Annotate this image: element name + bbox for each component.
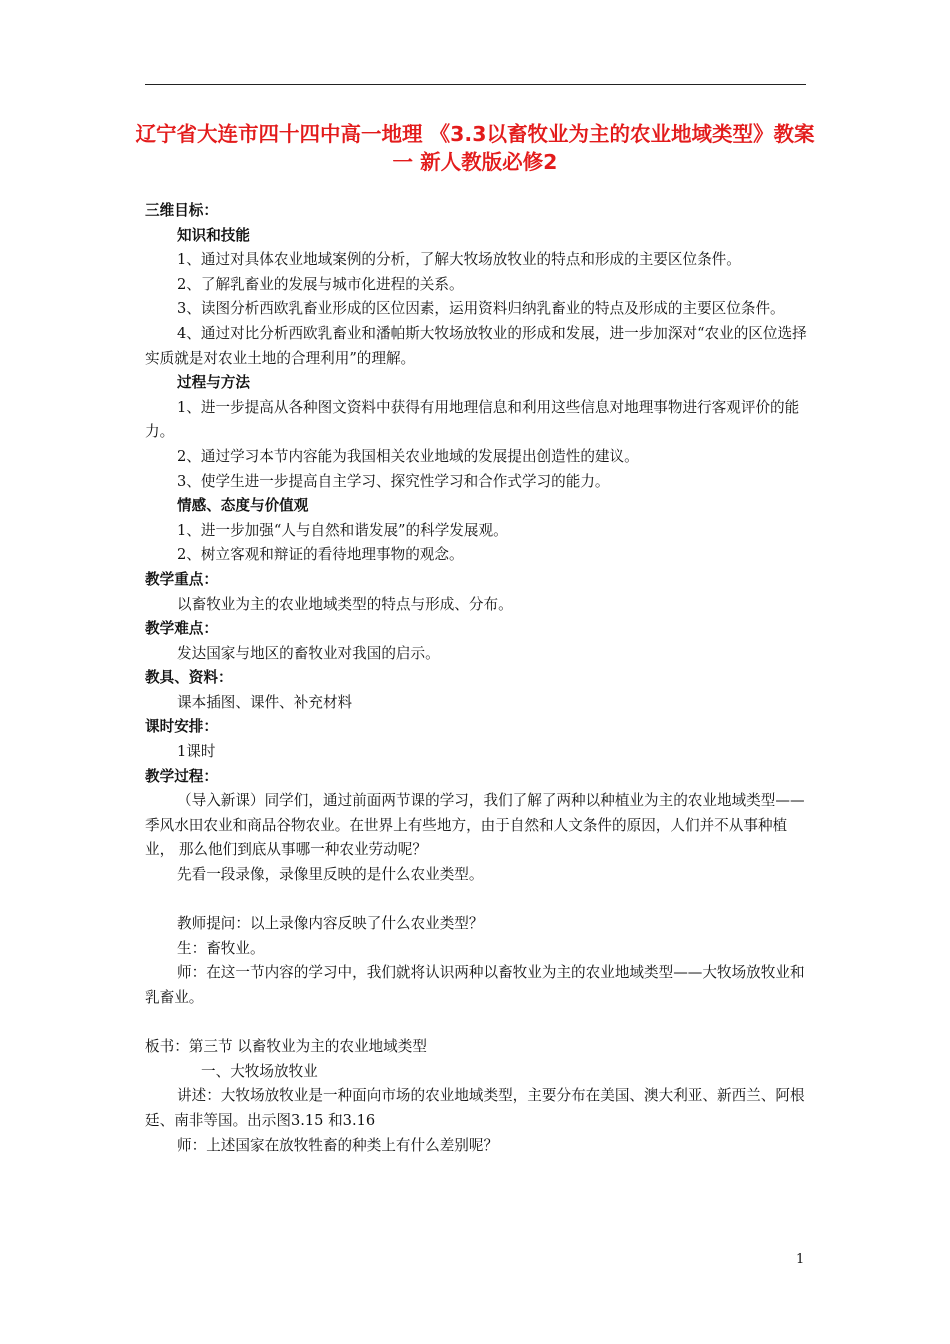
dialogue-line: 教师提问：以上录像内容反映了什么农业类型？ — [177, 915, 484, 933]
process-method-heading: 过程与方法 — [177, 374, 250, 392]
difficulty-text: 发达国家与地区的畜牧业对我国的启示。 — [177, 644, 440, 662]
lecture-paragraph: 讲述：大牧场放牧业是一种面向市场的农业地域类型，主要分布在美国、澳大利亚、新西兰、阿根廷、南非等国。出示图3.15 和3.16 — [145, 1087, 805, 1129]
intro-paragraph: （导入新课）同学们，通过前面两节课的学习，我们了解了两种以种植业为主的农业地域类型——季风水田农业和商品谷物农业。在世界上有些地方，由于自然和人文条件的原因，人们并不从事种植业， 那么他们到底从事哪一种农业劳动呢？ — [145, 792, 805, 859]
schedule-heading: 课时安排： — [145, 718, 218, 736]
page-number: 1 — [796, 1252, 805, 1267]
lecture-paragraph: 师：上述国家在放牧牲畜的种类上有什么差别呢？ — [177, 1136, 499, 1154]
knowledge-item: 1、通过对具体农业地域案例的分析，了解大牧场放牧业的特点和形成的主要区位条件。 — [177, 251, 741, 269]
spacer — [145, 1011, 810, 1036]
knowledge-item: 3、读图分析西欧乳畜业形成的区位因素，运用资料归纳乳畜业的特点及形成的主要区位条件。 — [177, 300, 785, 318]
spacer — [145, 888, 810, 913]
emotion-item: 2、树立客观和辩证的看待地理事物的观念。 — [177, 546, 464, 564]
objectives-heading: 三维目标： — [145, 202, 218, 219]
key-point-text: 以畜牧业为主的农业地域类型的特点与形成、分布。 — [177, 595, 513, 613]
process-item: 1、进一步提高从各种图文资料中获得有用地理信息和利用这些信息对地理事物进行客观评价的能力。 — [145, 398, 800, 441]
key-point-heading: 教学重点： — [145, 570, 218, 588]
teaching-process-heading: 教学过程： — [145, 767, 218, 785]
difficulty-heading: 教学难点： — [145, 620, 218, 638]
document-title: 辽宁省大连市四十四中高一地理 《3.3以畜牧业为主的农业地域类型》教案一 新人教版必修2 — [135, 122, 815, 174]
header-rule — [145, 84, 806, 85]
emotion-heading: 情感、态度与价值观 — [177, 497, 309, 515]
process-item: 3、使学生进一步提高自主学习、探究性学习和合作式学习的能力。 — [177, 472, 610, 490]
materials-text: 课本插图、课件、补充材料 — [177, 693, 353, 711]
board-title: 板书：第三节 以畜牧业为主的农业地域类型 — [145, 1038, 427, 1056]
knowledge-heading: 知识和技能 — [177, 226, 250, 244]
schedule-text: 1课时 — [177, 743, 216, 761]
knowledge-item: 4、通过对比分析西欧乳畜业和潘帕斯大牧场放牧业的形成和发展，进一步加深对“农业的区位选择实质就是对农业土地的合理利用”的理解。 — [145, 324, 807, 367]
intro-paragraph: 先看一段录像，录像里反映的是什么农业类型。 — [177, 866, 484, 884]
board-subtitle: 一、大牧场放牧业 — [201, 1062, 318, 1080]
materials-heading: 教具、资料： — [145, 669, 233, 687]
knowledge-item: 2、了解乳畜业的发展与城市化进程的关系。 — [177, 275, 464, 293]
process-item: 2、通过学习本节内容能为我国相关农业地域的发展提出创造性的建议。 — [177, 447, 639, 465]
dialogue-line: 师：在这一节内容的学习中，我们就将认识两种以畜牧业为主的农业地域类型——大牧场放牧业和乳畜业。 — [145, 964, 805, 1006]
dialogue-line: 生：畜牧业。 — [177, 939, 265, 957]
emotion-item: 1、进一步加强“人与自然和谐发展”的科学发展观。 — [177, 521, 508, 539]
document-body — [145, 199, 810, 1158]
